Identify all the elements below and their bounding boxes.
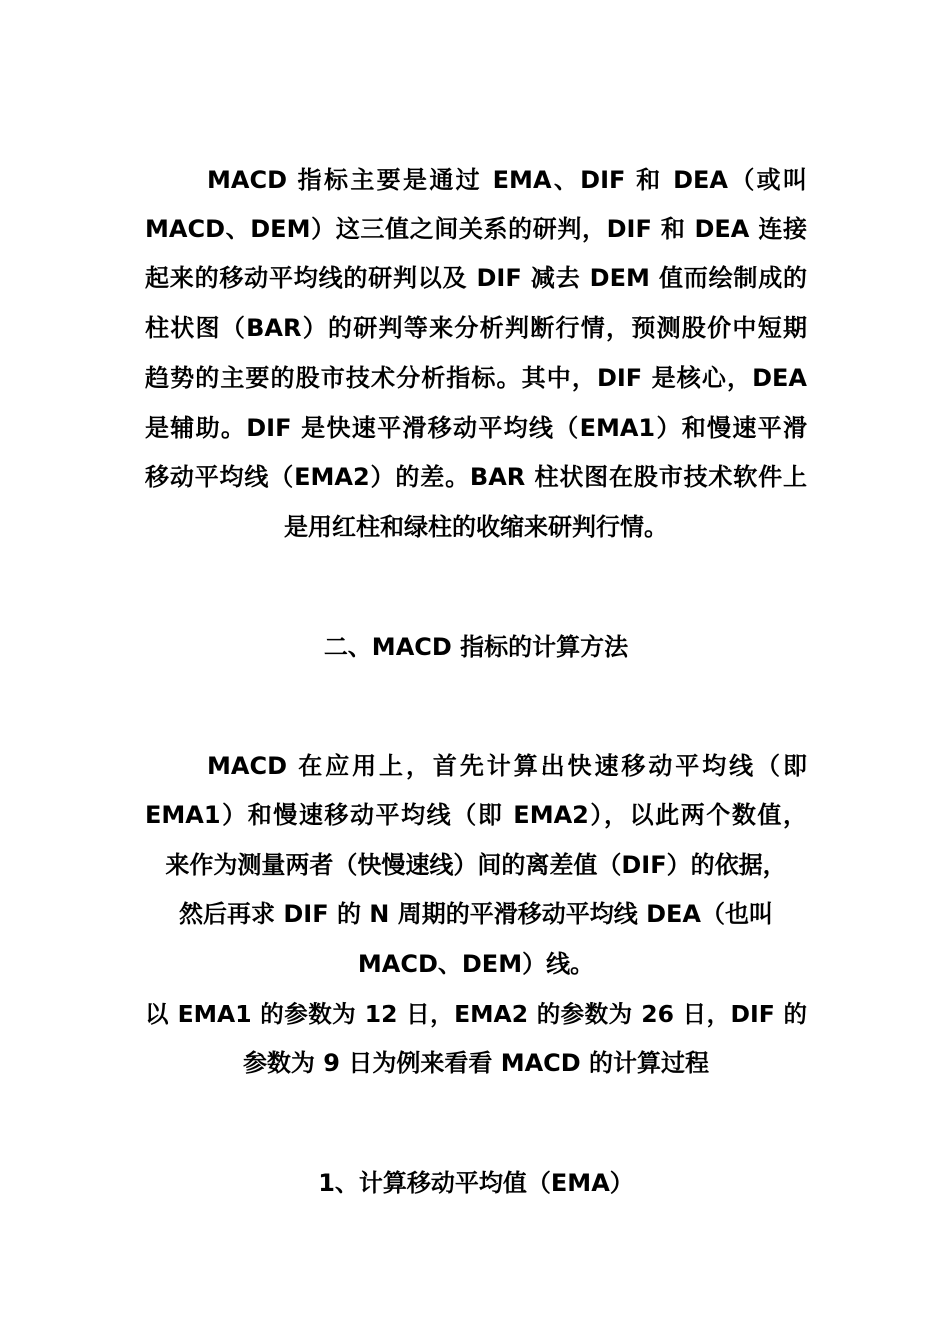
paragraph2-line-2: EMA1）和慢速移动平均线（即 EMA2），以此两个数值， bbox=[145, 801, 807, 829]
paragraph1-line-6: 是辅助。DIF 是快速平滑移动平均线（EMA1）和慢速平滑 bbox=[145, 414, 807, 442]
paragraph2-line-7: 参数为 9 日为例来看看 MACD 的计算过程 bbox=[242, 1049, 710, 1077]
paragraph1-line-8: 是用红柱和绿柱的收缩来研判行情。 bbox=[284, 513, 668, 541]
subsection-heading-ema: 1、计算移动平均值（EMA） bbox=[318, 1169, 634, 1197]
paragraph2-line-1: MACD 在应用上，首先计算出快速移动平均线（即 bbox=[207, 752, 807, 780]
paragraph1-line-1: MACD 指标主要是通过 EMA、DIF 和 DEA（或叫 bbox=[207, 166, 807, 194]
paragraph1-line-7: 移动平均线（EMA2）的差。BAR 柱状图在股市技术软件上 bbox=[145, 463, 807, 491]
paragraph2-line-6: 以 EMA1 的参数为 12 日，EMA2 的参数为 26 日，DIF 的 bbox=[145, 1000, 807, 1028]
paragraph1-line-5: 趋势的主要的股市技术分析指标。其中，DIF 是核心，DEA bbox=[145, 364, 807, 392]
paragraph1-line-4: 柱状图（BAR）的研判等来分析判断行情，预测股价中短期 bbox=[145, 314, 807, 342]
paragraph1-line-2: MACD、DEM）这三值之间关系的研判，DIF 和 DEA 连接 bbox=[145, 215, 807, 243]
paragraph1-line-3: 起来的移动平均线的研判以及 DIF 减去 DEM 值而绘制成的 bbox=[145, 264, 807, 292]
paragraph2-line-4: 然后再求 DIF 的 N 周期的平滑移动平均线 DEA（也叫 bbox=[179, 900, 773, 928]
paragraph2-line-5: MACD、DEM）线。 bbox=[357, 950, 595, 978]
section-heading-calculation-method: 二、MACD 指标的计算方法 bbox=[323, 633, 629, 661]
paragraph2-line-3: 来作为测量两者（快慢速线）间的离差值（DIF）的依据， bbox=[165, 851, 787, 879]
